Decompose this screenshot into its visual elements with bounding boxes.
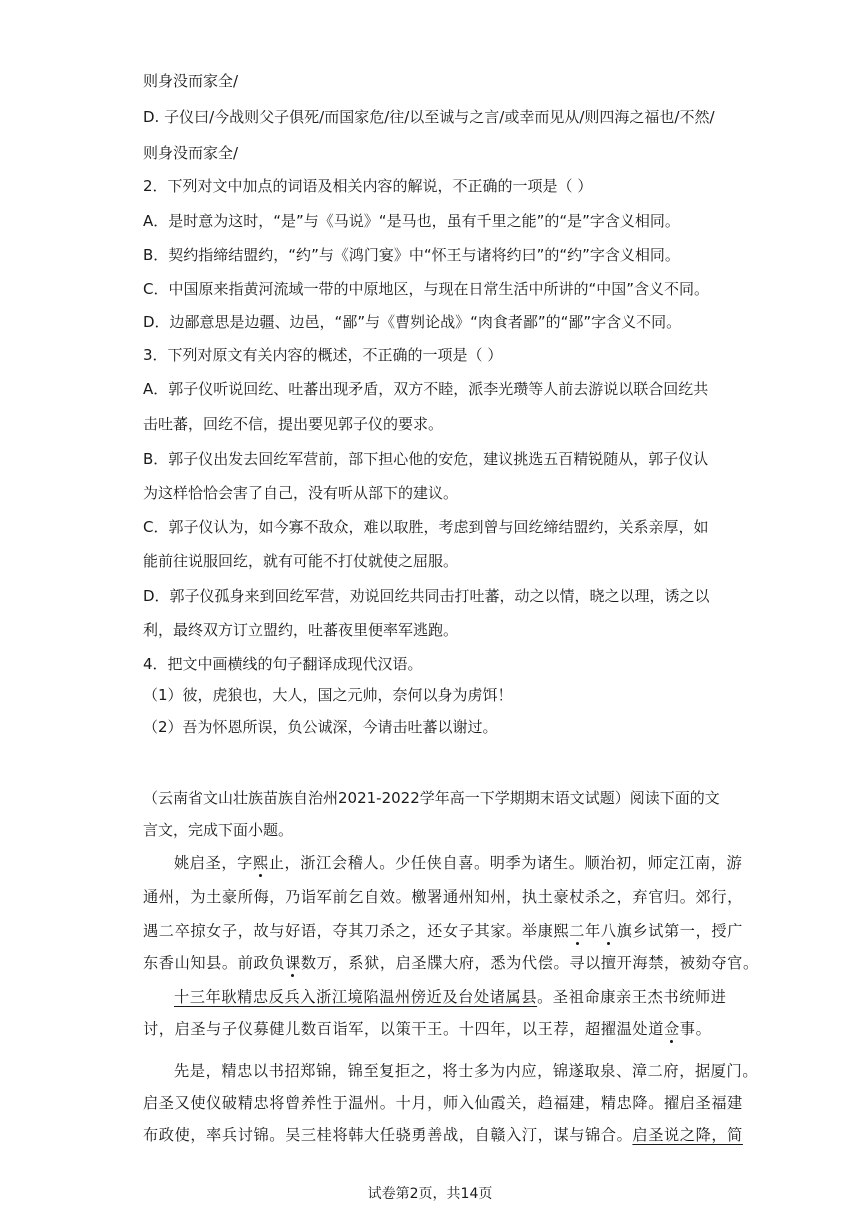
q2-option-b: B．契约指缔结盟约，“约”与《鸿门宴》中“怀王与诸将约曰”的“约”字含义相同。	[143, 246, 680, 264]
dotted-char: 佥	[664, 1020, 680, 1038]
text-line: 则身没而家全/	[143, 72, 239, 90]
passage-line: 十三年耿精忠反兵入浙江境陷温州傍近及台处诸属县。圣祖命康亲王杰书统师进	[174, 988, 727, 1006]
passage-line: 先是，精忠以书招郑锦，锦至复拒之，将士多为内应，锦遂取泉、漳二府，据厦门。	[174, 1062, 759, 1080]
q3-option-b: B．郭子仪出发去回纥军营前，部下担心他的安危，建议挑选五百精锐随从，郭子仪认	[143, 450, 709, 468]
underlined-sentence: 启圣说之降，简	[632, 1126, 743, 1144]
text-line: D. 子仪曰/今战则父子俱死/而国家危/往/以至诚与之言/或幸而见从/则四海之福也/不然/	[143, 108, 715, 126]
q2-option-d: D．边鄙意思是边疆、边邑，“鄙”与《曹刿论战》“肉食者鄙”的“鄙”字含义不同。	[143, 313, 682, 331]
question-3-stem: 3．下列对原文有关内容的概述，不正确的一项是（ ）	[143, 346, 503, 364]
dotted-char: 二	[569, 922, 586, 940]
q3-option-c: C．郭子仪认为，如今寡不敌众，难以取胜，考虑到曾与回纥缔结盟约，关系亲厚，如	[143, 518, 709, 536]
q2-option-a: A．是时意为这时，“是”与《马说》“是马也，虽有千里之能”的“是”字含义相同。	[143, 212, 680, 230]
passage-line: 启圣又使仪破精忠将曾养性于温州。十月，师入仙霞关，趋福建，精忠降。擢启圣福建	[143, 1094, 743, 1112]
text-line: 言文，完成下面小题。	[143, 821, 294, 839]
page-footer: 试卷第2页，共14页	[367, 1186, 493, 1202]
underlined-sentence: 十三年耿精忠反兵入浙江境陷温州傍近及台处诸属县	[174, 988, 538, 1006]
text-line: 则身没而家全/	[143, 144, 239, 162]
dotted-char: 熙	[252, 854, 269, 872]
q3-option-d: D．郭子仪孤身来到回纥军营，劝说回纥共同击打吐蕃，动之以情，晓之以理，诱之以	[143, 587, 710, 605]
passage-line: 遇二卒掠女子，故与好语，夺其刀杀之，还女子其家。举康熙二年八旗乡试第一，授广	[143, 922, 743, 940]
text-line: 能前往说服回纥，就有可能不打仗就使之屈服。	[143, 552, 459, 570]
dotted-char: 八	[600, 922, 617, 940]
passage-line: 布政使，率兵讨锦。吴三桂将韩大任骁勇善战，自赣入汀，谋与锦合。启圣说之降，简	[143, 1126, 743, 1144]
passage-line: 东香山知县。前政负课数万，系狱，启圣牒大府，悉为代偿。寻以擅开海禁，被劾夺官。	[143, 954, 759, 972]
q3-option-a: A．郭子仪听说回纥、吐蕃出现矛盾，双方不睦，派李光瓒等人前去游说以联合回纥共	[143, 380, 709, 398]
q2-option-c: C．中国原来指黄河流域一带的中原地区，与现在日常生活中所讲的“中国”含义不同。	[143, 280, 710, 298]
question-2-stem: 2．下列对文中加点的词语及相关内容的解说，不正确的一项是（ ）	[143, 177, 593, 195]
passage-line: 通州，为土豪所侮，乃诣军前乞自效。檄署通州知州，执土豪杖杀之，弃官归。郊行，	[143, 888, 743, 906]
passage-line: 讨，启圣与子仪募健儿数百诣军，以策干王。十四年，以王荐，超擢温处道佥事。	[143, 1020, 712, 1038]
q4-sentence-2: （2）吾为怀恩所误，负公诚深，今请击吐蕃以谢过。	[143, 718, 498, 736]
text-line: 利，最终双方订立盟约，吐蕃夜里便率军逃跑。	[143, 621, 459, 639]
passage-line: 姚启圣，字熙止，浙江会稽人。少任侠自喜。明季为诸生。顺治初，师定江南，游	[174, 854, 743, 872]
text-line: 击吐蕃，回纥不信，提出要见郭子仪的要求。	[143, 415, 444, 433]
question-4-stem: 4．把文中画横线的句子翻译成现代汉语。	[143, 655, 423, 673]
text-line: 为这样恰恰会害了自己，没有听从部下的建议。	[143, 484, 459, 502]
q4-sentence-1: （1）彼，虎狼也，大人，国之元帅，奈何以身为虏饵！	[143, 686, 513, 704]
dotted-char: 课	[285, 954, 301, 972]
source-note: （云南省文山壮族苗族自治州2021-2022学年高一下学期期末语文试题）阅读下面的文	[143, 789, 720, 807]
